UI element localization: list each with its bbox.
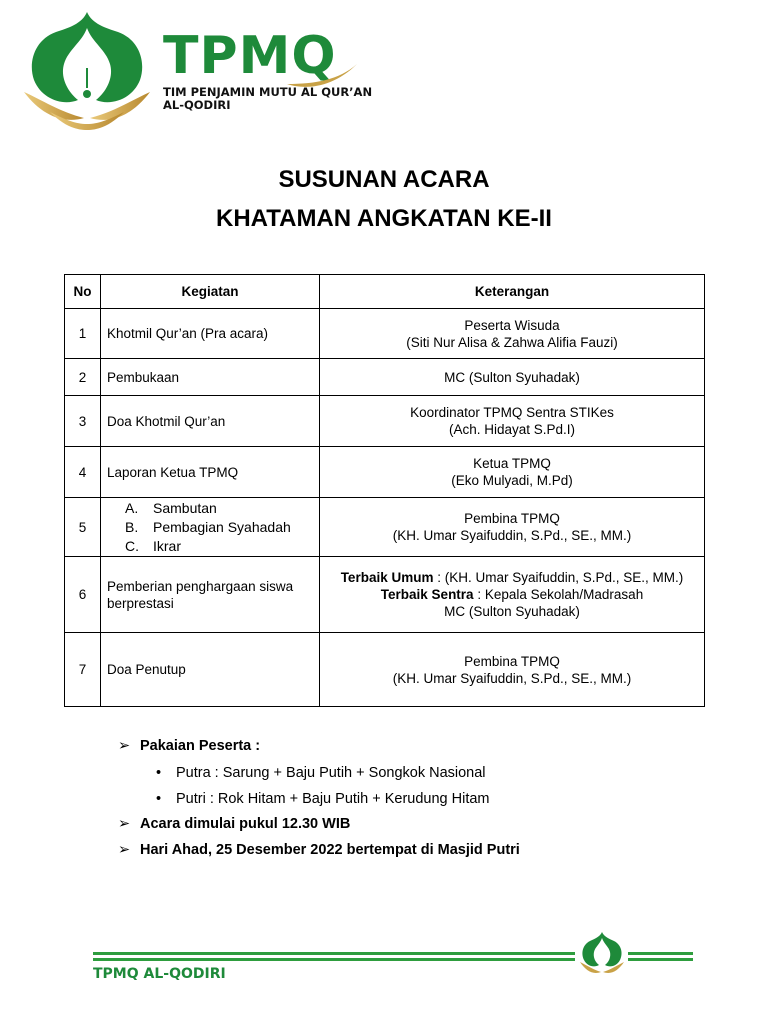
row-no: 3 xyxy=(65,396,101,447)
document-title: SUSUNAN ACARA xyxy=(278,166,490,193)
table-row xyxy=(65,498,705,557)
footer-divider-right xyxy=(628,952,693,955)
table-row xyxy=(65,309,705,359)
row-kegiatan: Pemberian penghargaan siswa berprestasi xyxy=(101,557,320,633)
note-putra: • Putra : Sarung + Baju Putih + Songkok Nasional xyxy=(156,765,486,781)
row-kegiatan xyxy=(101,498,320,557)
header-kegiatan: Kegiatan xyxy=(101,275,320,309)
row-keterangan xyxy=(320,447,705,498)
keterangan-line: Peserta Wisuda xyxy=(464,317,560,333)
row-kegiatan: Laporan Ketua TPMQ xyxy=(101,447,320,498)
table-row xyxy=(65,359,705,396)
row-no: 6 xyxy=(65,557,101,633)
bullet-icon: • xyxy=(156,765,162,781)
row-kegiatan: Doa Penutup xyxy=(101,633,320,707)
keterangan-line: MC (Sulton Syuhadak) xyxy=(444,604,580,619)
arrow-bullet-icon: ➢ xyxy=(118,738,131,754)
kegiatan-sublist xyxy=(107,499,313,556)
row-kegiatan: Khotmil Qur’an (Pra acara) xyxy=(101,309,320,359)
document-subtitle: KHATAMAN ANGKATAN KE-II xyxy=(216,205,552,232)
note-waktu: ➢ Acara dimulai pukul 12.30 WIB xyxy=(118,816,351,832)
row-keterangan xyxy=(320,557,705,633)
row-no: 1 xyxy=(65,309,101,359)
arrow-bullet-icon: ➢ xyxy=(118,842,131,858)
keterangan-line: Koordinator TPMQ Sentra STIKes xyxy=(410,405,614,420)
keterangan-line: (Ach. Hidayat S.Pd.I) xyxy=(448,422,576,437)
tpmq-emblem-logo xyxy=(20,8,155,133)
table-row xyxy=(65,447,705,498)
header-keterangan: Keterangan xyxy=(320,275,705,309)
keterangan-line: Pembina TPMQ xyxy=(464,511,560,526)
table-header-row xyxy=(65,275,705,309)
row-keterangan: MC (Sulton Syuhadak) xyxy=(320,359,705,396)
note-putri: • Putri : Rok Hitam + Baju Putih + Kerudung Hitam xyxy=(156,791,490,807)
footer-text: TPMQ AL-QODIRI xyxy=(93,966,226,982)
footer-divider-right-2 xyxy=(628,958,693,961)
row-keterangan xyxy=(320,498,705,557)
row-kegiatan: Pembukaan xyxy=(101,359,320,396)
row-keterangan xyxy=(320,633,705,707)
table-row xyxy=(65,633,705,707)
keterangan-line: (Eko Mulyadi, M.Pd) xyxy=(451,473,573,488)
note-pakaian: ➢ Pakaian Peserta : xyxy=(118,738,261,754)
row-no: 5 xyxy=(65,498,101,557)
table-row xyxy=(65,557,705,633)
brand-subtitle-2: AL-QODIRI xyxy=(163,98,231,112)
list-item: C. Ikrar xyxy=(125,537,181,554)
row-keterangan xyxy=(320,396,705,447)
header-no: No xyxy=(65,275,101,309)
row-no: 2 xyxy=(65,359,101,396)
row-keterangan xyxy=(320,309,705,359)
brand-subtitle-1: TIM PENJAMIN MUTU AL QUR’AN xyxy=(163,85,373,99)
keterangan-line: Ketua TPMQ xyxy=(473,456,551,471)
note-tempat: ➢ Hari Ahad, 25 Desember 2022 bertempat di Masjid Putri xyxy=(118,842,520,858)
keterangan-line: (Siti Nur Alisa & Zahwa Alifia Fauzi) xyxy=(406,334,618,350)
table-row xyxy=(65,396,705,447)
brand-wordmark: TPMQ xyxy=(163,26,337,86)
footer-divider-left-2 xyxy=(93,958,575,961)
footer-divider-left xyxy=(93,952,575,955)
keterangan-line: Pembina TPMQ xyxy=(464,653,560,669)
row-kegiatan: Doa Khotmil Qur’an xyxy=(101,396,320,447)
agenda-table xyxy=(64,274,705,707)
arrow-bullet-icon: ➢ xyxy=(118,816,131,832)
list-item: B. Pembagian Syahadah xyxy=(125,518,291,535)
footer-emblem-logo xyxy=(578,930,626,978)
keterangan-line: (KH. Umar Syaifuddin, S.Pd., SE., MM.) xyxy=(392,528,632,543)
list-item: A. Sambutan xyxy=(125,499,217,516)
row-no: 7 xyxy=(65,633,101,707)
keterangan-line: Terbaik Umum : (KH. Umar Syaifuddin, S.Pd., SE., MM.) xyxy=(340,570,684,585)
keterangan-line: Terbaik Sentra : Kepala Sekolah/Madrasah xyxy=(380,587,644,602)
keterangan-line: (KH. Umar Syaifuddin, S.Pd., SE., MM.) xyxy=(392,670,632,686)
row-no: 4 xyxy=(65,447,101,498)
bullet-icon: • xyxy=(156,791,162,807)
